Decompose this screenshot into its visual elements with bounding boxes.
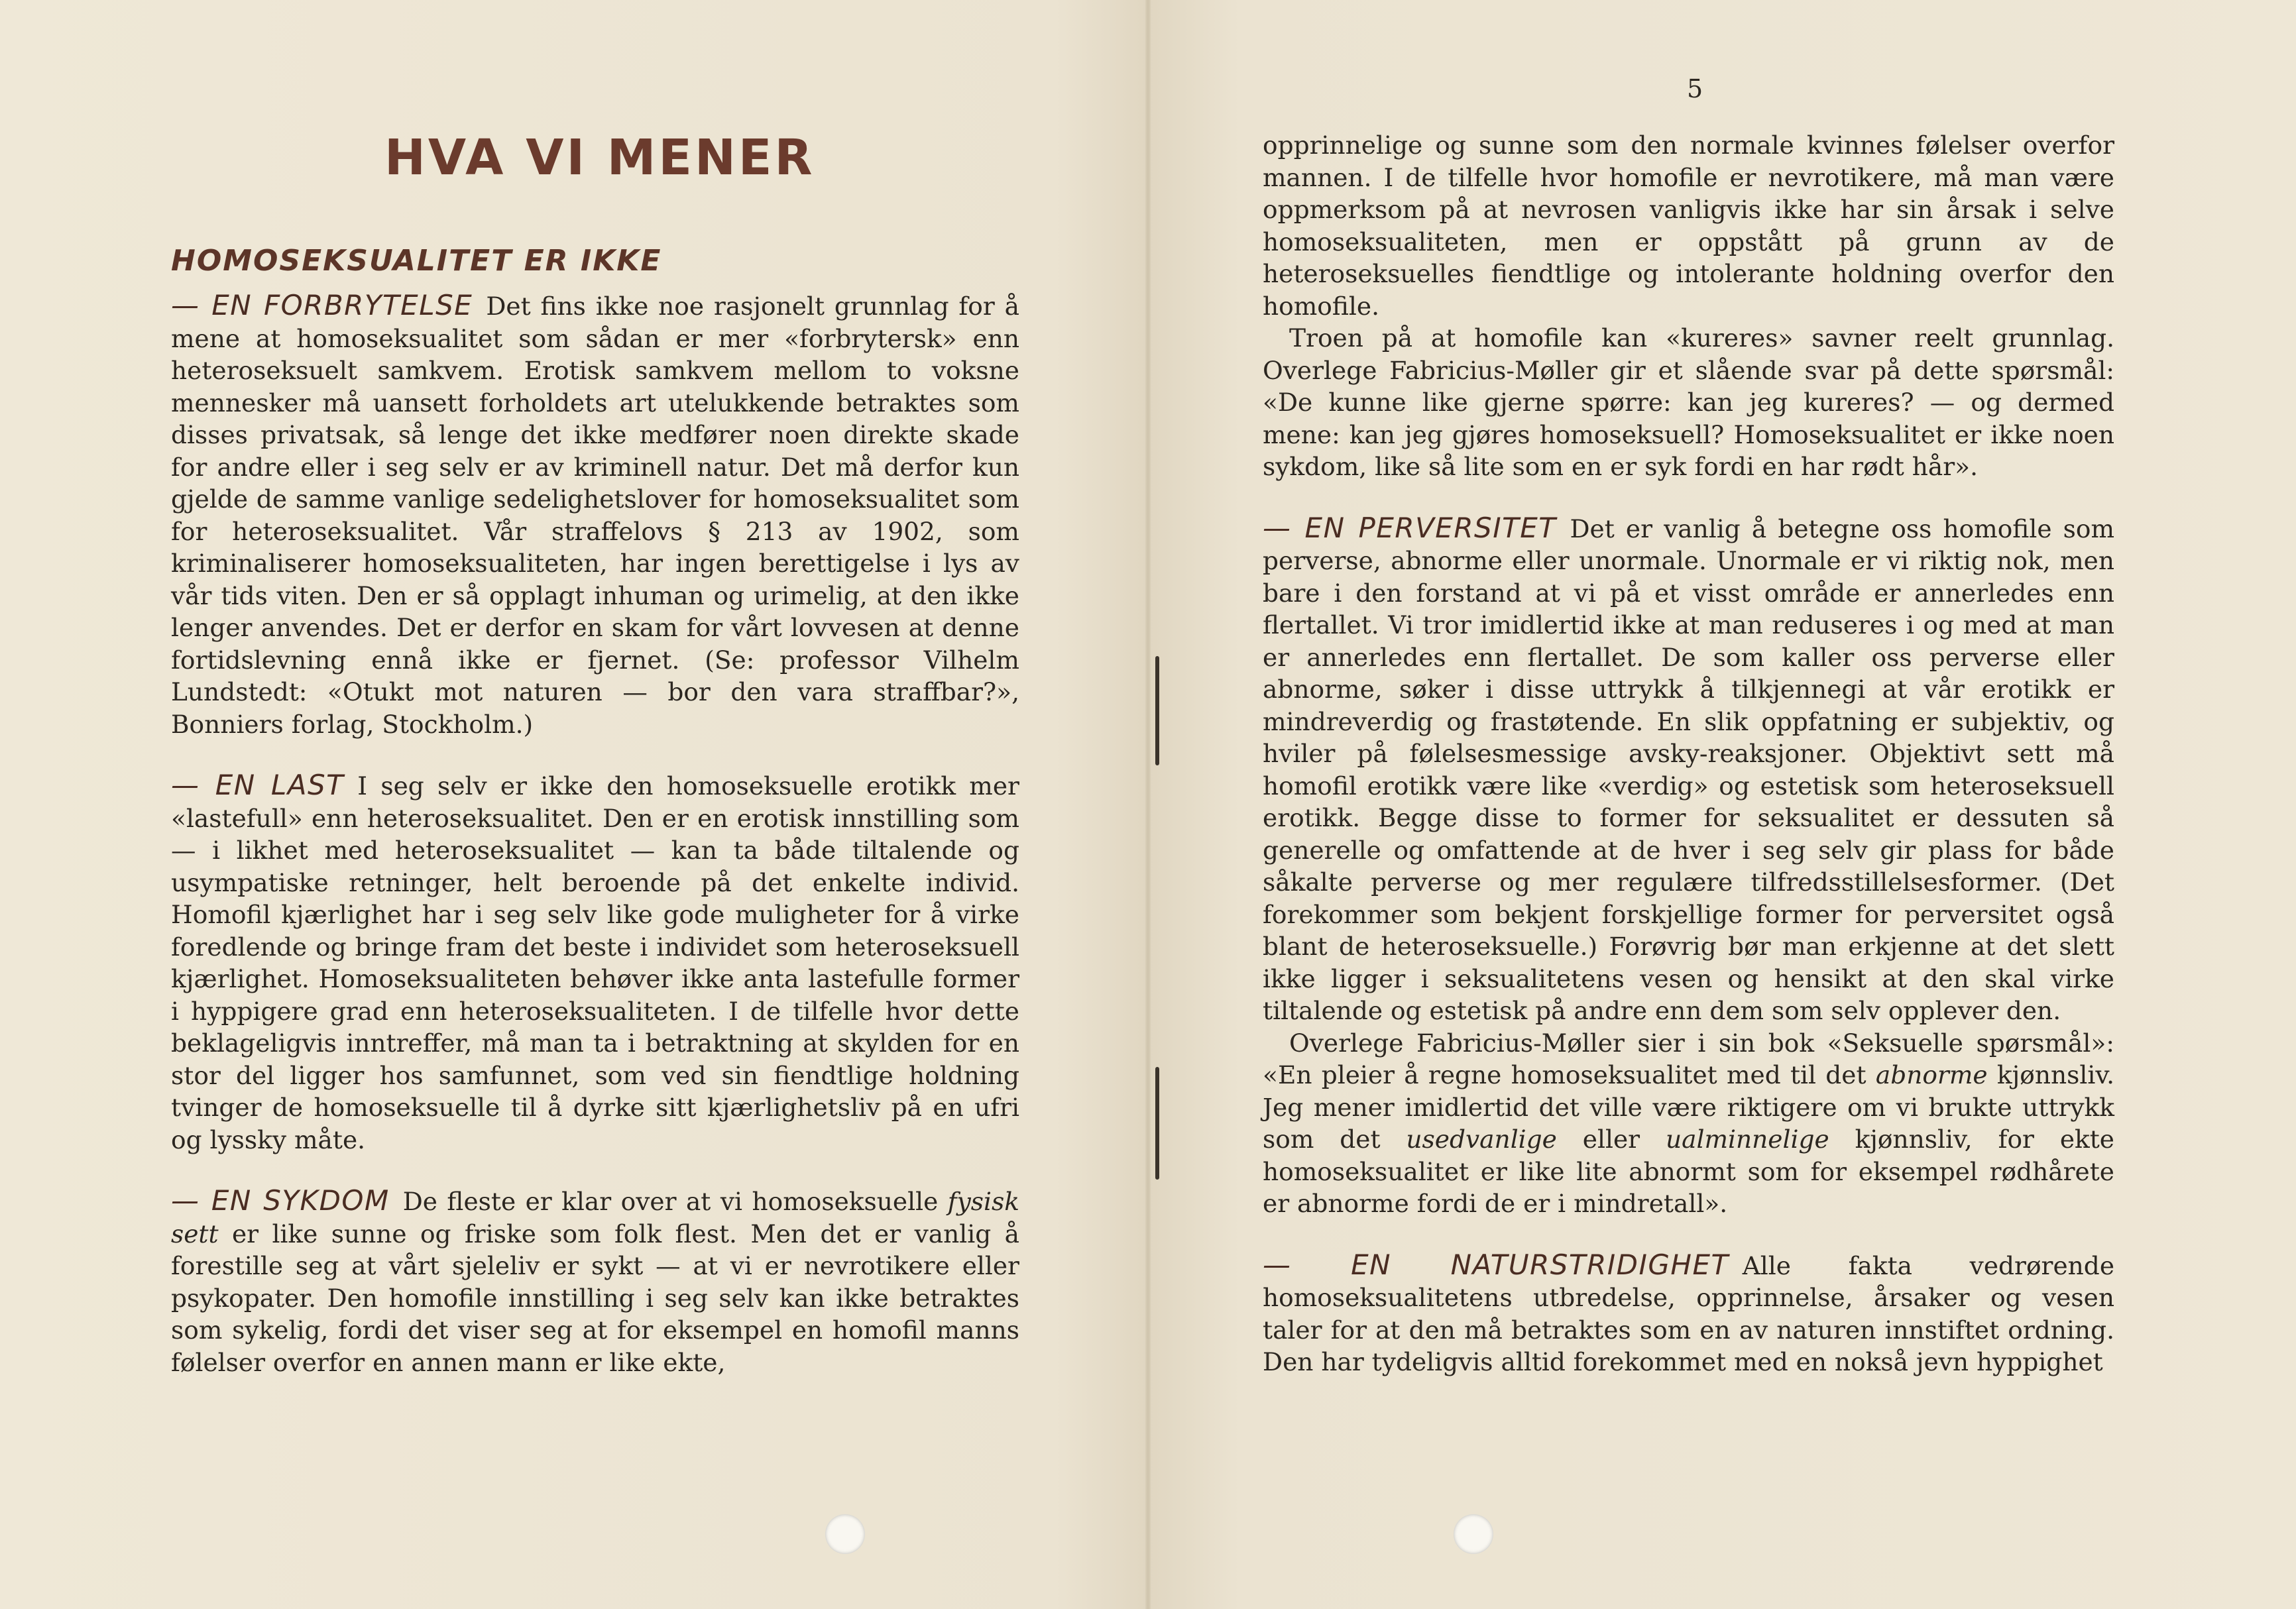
paragraph-sykdom: [171, 1185, 1019, 1378]
quote-part4: kjønnsliv, for ekte homoseksualitet er like lite abnormt som for eksempel rødhårete er abnorme fordi de er i mindretall».: [1263, 1125, 2114, 1218]
punch-hole-right: [1454, 1514, 1493, 1554]
text-sykdom-italic: fysisk sett: [171, 1187, 1019, 1248]
paragraph-last: [171, 769, 1019, 1156]
text-sykdom-a: De fleste er klar over at vi homoseksuelle: [402, 1187, 939, 1216]
binding-staple-top: [1155, 656, 1159, 765]
text-naturstridighet: Alle fakta vedrørende homoseksualitetens utbredelse, opprinnelse, årsaker og vesen taler for at den må betraktes som en av naturen innstiftet ordning. Den har tydeligvis alltid forekommet med en nokså jevn hyppighet: [1263, 1250, 2115, 1376]
heading-last: — EN LAST: [171, 769, 345, 801]
quote-part2: kjønnsliv. Jeg mener imidlertid det ville være riktigere om vi brukte uttrykk som det: [1263, 1060, 2115, 1154]
quote-part3: eller: [1582, 1125, 1640, 1154]
text-forbrytelse: Det fins ikke noe rasjonelt grunnlag for å mene at homoseksualitet som sådan er mer «forbrytersk» enn heteroseksuelt samkvem. Erotisk samkvem mellom to voksne mennesker må uansett forholdets art utelukkende betraktes som disses privatsak, så lenge det ikke medfører noen direkte skade for andre eller i seg selv er av kriminell natur. Det må derfor kun gjelde de samme vanlige sedelighetslover for homoseksualitet som for heteroseksualitet. Vår straffelovs § 213 av 1902, som kriminaliserer homoseksualiteten, har ingen berettigelse i lys av vår tids viten. Den er så opplagt inhuman og urimelig, at den ikke lenger anvendes. Det er derfor en skam for vårt lovvesen at denne fortidslevning ennå ikke er fjernet. (Se: professor Vilhelm Lundstedt: «Otukt mot naturen — bor den vara straffbar?», Bonniers forlag, Stockholm.): [171, 292, 1019, 739]
heading-perversitet: — EN PERVERSITET: [1263, 511, 1557, 544]
page-number: 5: [1687, 74, 1703, 103]
quote-part1: Overlege Fabricius-Møller sier i sin bok «Seksuelle spørsmål»: «En pleier å regne homoseksualitet med til det: [1263, 1028, 2114, 1089]
center-fold: [1145, 0, 1151, 1609]
paragraph-perversitet: [1263, 512, 2114, 1027]
paragraph-naturstridighet: [1263, 1249, 2114, 1378]
binding-staple-bottom: [1155, 1067, 1159, 1180]
text-last: I seg selv er ikke den homoseksuelle erotikk mer «lastefull» enn heteroseksualitet. Den er en erotisk innstilling som — i likhet med heteroseksualitet — kan ta både tiltalende og usympatiske retninger, helt beroende på det enkelte individ. Homofil kjærlighet har i seg selv like gode muligheter for å virke foredlende og bringe fram det beste i individet som heteroseksuell kjærlighet. Homoseksualiteten behøver ikke anta lastefulle former i hyppigere grad enn heteroseksualiteten. I de tilfelle hvor dette beklageligvis inntreffer, må man ta i betraktning at skylden for en stor del ligger hos samfunnet, som ved sin fiendtlige holdning tvinger de homoseksuelle til å dyrke sitt kjærlighetsliv på en ufri og lyssky måte.: [171, 771, 1019, 1154]
heading-forbrytelse: — EN FORBRYTELSE: [171, 289, 473, 321]
heading-naturstridighet: — EN NATURSTRIDIGHET: [1263, 1248, 1729, 1281]
section-subtitle: HOMOSEKSUALITET ER IKKE: [171, 244, 662, 278]
paragraph-continuation: opprinnelige og sunne som den normale kvinnes følelser overfor mannen. I de tilfelle hvor homofile er nevrotikere, må man være oppmerksom på at nevrosen vanligvis ikke har sin årsak i selve homoseksualiteten, men er oppstått på grunn av de heteroseksuelles fiendtlige og intolerante holdning overfor den homofile.: [1263, 131, 2114, 321]
right-text-column: [1263, 129, 2114, 1378]
quote-italic2: usedvanlige: [1406, 1125, 1557, 1154]
heading-sykdom: — EN SYKDOM: [171, 1184, 390, 1217]
page-title: HVA VI MENER: [384, 129, 815, 186]
paragraph-kureres: Troen på at homofile kan «kureres» savner reelt grunnlag. Overlege Fabricius-Møller gir et slående svar på dette spørsmål: «De kunne like gjerne spørre: kan jeg kureres? — og dermed mene: kan jeg gjøres homoseksuell? Homoseksualitet er ikke noen sykdom, like så lite som en er syk fordi en har rødt hår».: [1263, 323, 2114, 481]
text-perversitet: Det er vanlig å betegne oss homofile som perverse, abnorme eller unormale. Unormale er vi riktig nok, men bare i den forstand at vi på et visst område er annerledes enn flertallet. Vi tror imidlertid ikke at man reduseres i og med at man er annerledes enn flertallet. De som kaller oss perverse eller abnorme, søker i disse uttrykk å tilkjennegi at vår erotikk er mindreverdig og frastøtende. En slik oppfatning er subjektiv, og hviler på følelsesmessige avsky-reaksjoner. Objektivt sett må homofil erotikk være like «verdig» og estetisk som heteroseksuell erotikk. Begge disse to former for seksualitet er dessuten så generelle og omfattende at de hver i seg selv gir plass for både såkalte perverse og mer regulære tilfredsstillelsesformer. (Det forekommer som bekjent forskjellige former for perversitet også blant de heteroseksuelle.) Forøvrig bør man erkjenne at det slett ikke ligger i seksualitetens vesen og hensikt at den skal virke tiltalende og estetisk på andre enn dem som selv opplever den.: [1263, 514, 2114, 1025]
paragraph-quote: [1263, 1027, 2114, 1220]
text-sykdom-b: er like sunne og friske som folk flest. Men det er vanlig å forestille seg at vårt sjeleliv er sykt — at vi er nevrotikere eller psykopater. Den homofile innstilling i seg selv kan ikke betraktes som sykelig, fordi det viser seg at for eksempel en homofil manns følelser overfor en annen mann er like ekte,: [171, 1219, 1019, 1377]
left-text-column: [171, 290, 1019, 1378]
paragraph-forbrytelse: [171, 290, 1019, 740]
quote-italic3: ualminnelige: [1665, 1125, 1829, 1154]
punch-hole-left: [825, 1514, 865, 1554]
quote-italic1: abnorme: [1875, 1060, 1988, 1089]
